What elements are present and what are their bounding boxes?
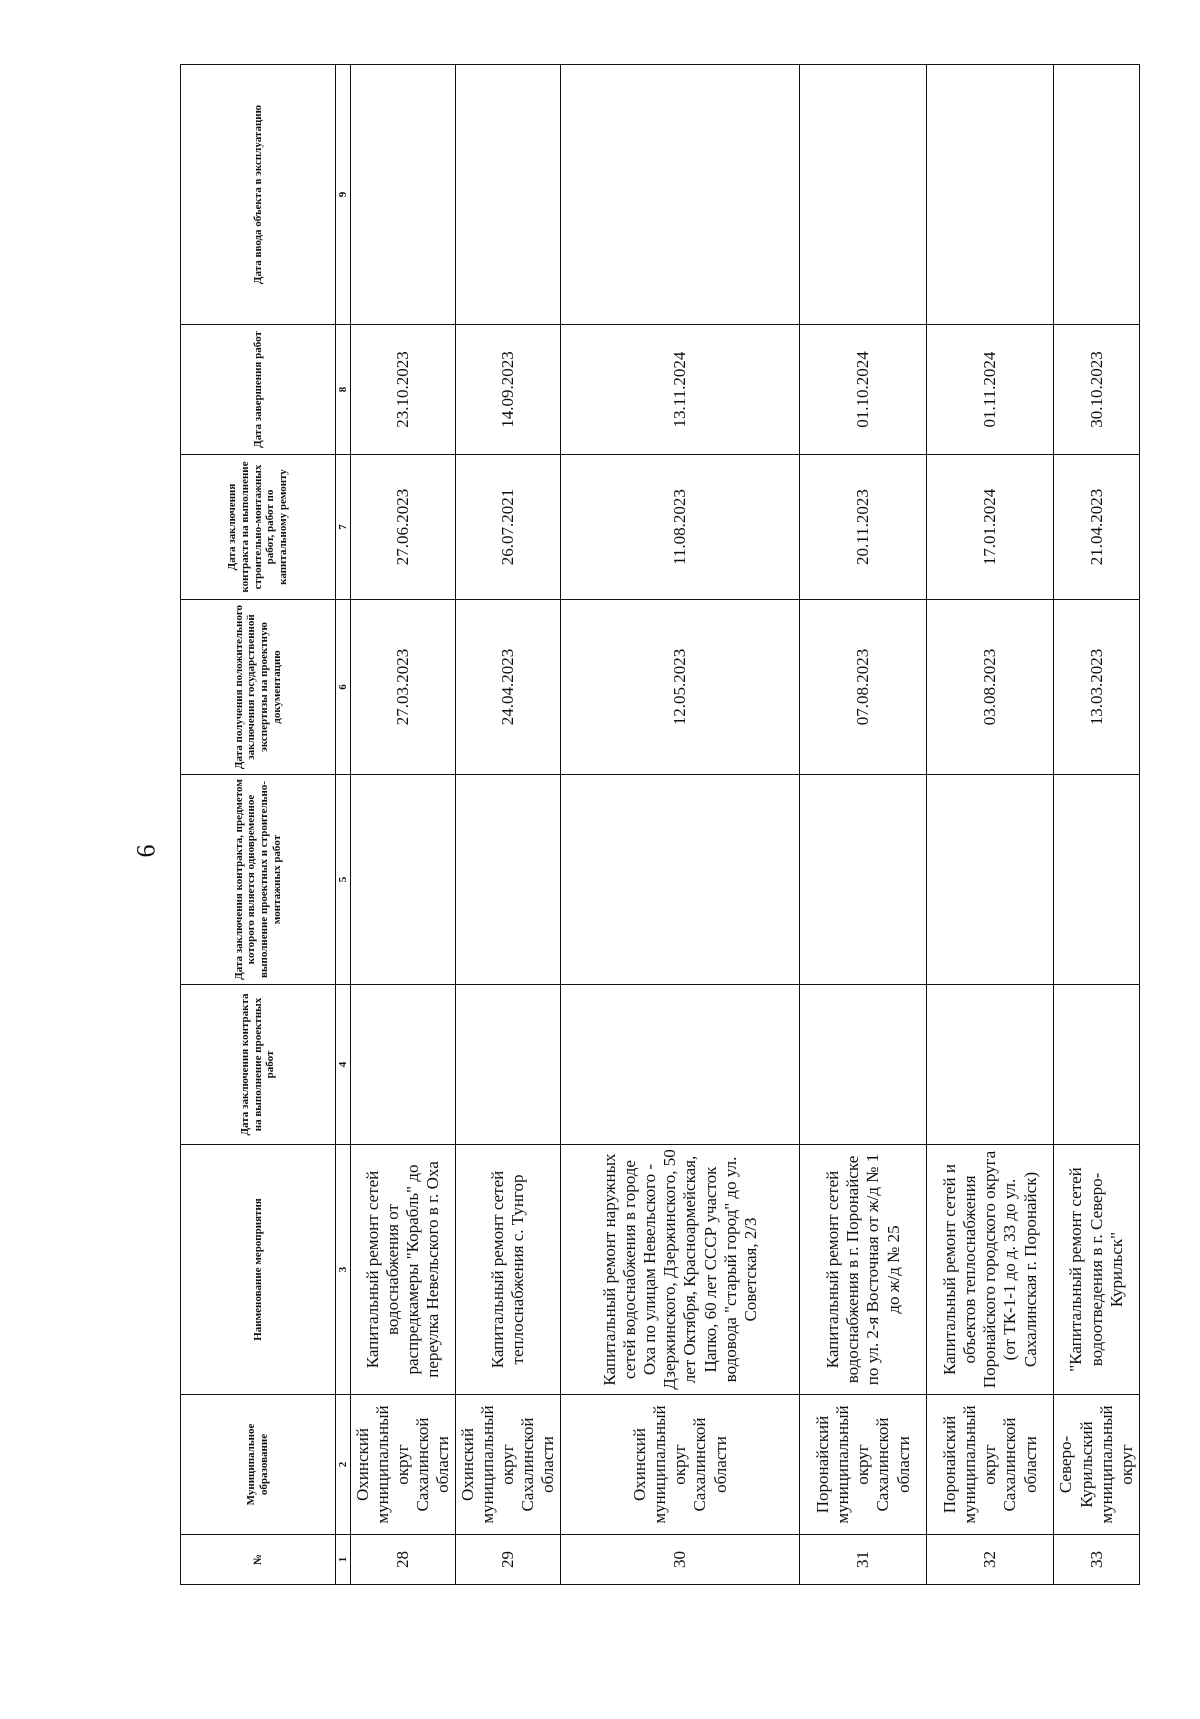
design-contract-cell [561,985,800,1145]
column-number: 6 [336,600,351,775]
design-contract-cell [800,985,927,1145]
joint-contract-cell [927,775,1054,985]
construction-contract-cell: 17.01.2024 [927,455,1054,600]
header-completion-date: Дата завершения работ [181,325,336,455]
header-joint-contract: Дата заключения контракта, предметом которого является одновременное выполнение проектных и строительно-монтажных работ [181,775,336,985]
municipality-cell: Поронайский муниципальный округ Сахалинской области [800,1395,927,1535]
construction-contract-cell: 26.07.2021 [456,455,561,600]
design-contract-cell [351,985,456,1145]
expertise-date-cell: 24.04.2023 [456,600,561,775]
completion-date-cell: 30.10.2023 [1054,325,1139,455]
projects-table [180,64,1140,1585]
row-number: 30 [561,1535,800,1585]
expertise-date-cell: 07.08.2023 [800,600,927,775]
municipality-cell: Поронайский муниципальный округ Сахалинской области [927,1395,1054,1535]
commissioning-date-cell [800,65,927,325]
commissioning-date-cell [1054,65,1139,325]
completion-date-cell: 13.11.2024 [561,325,800,455]
header-construction-contract: Дата заключения контракта на выполнение строительно-монтажных работ, работ по капитальному ремонту [181,455,336,600]
construction-contract-cell: 20.11.2023 [800,455,927,600]
table-row [456,65,561,1585]
completion-date-cell: 01.11.2024 [927,325,1054,455]
municipality-cell: Северо-Курильский муниципальный округ [1054,1395,1139,1535]
expertise-date-cell: 03.08.2023 [927,600,1054,775]
commissioning-date-cell [456,65,561,325]
measure-cell: Капитальный ремонт сетей водоснабжения от распредкамеры "Корабль" до переулка Невельского в г. Оха [351,1145,456,1395]
column-number: 1 [336,1535,351,1585]
joint-contract-cell [800,775,927,985]
construction-contract-cell: 11.08.2023 [561,455,800,600]
header-design-contract: Дата заключения контракта на выполнение проектных работ [181,985,336,1145]
commissioning-date-cell [927,65,1054,325]
header-no: № [181,1535,336,1585]
row-number: 31 [800,1535,927,1585]
column-number: 7 [336,455,351,600]
measure-cell: "Капитальный ремонт сетей водоотведения в г. Северо-Курильск" [1054,1145,1139,1395]
measure-cell: Капитальный ремонт сетей теплоснабжения с. Тунгор [456,1145,561,1395]
column-number: 2 [336,1395,351,1535]
completion-date-cell: 14.09.2023 [456,325,561,455]
design-contract-cell [1054,985,1139,1145]
table-row [800,65,927,1585]
completion-date-cell: 23.10.2023 [351,325,456,455]
measure-cell: Капитальный ремонт сетей и объектов теплоснабжения Поронайского городского округа (от ТК-1-1 до д. 33 до ул. Сахалинская г. Поронайск) [927,1145,1054,1395]
municipality-cell: Охинский муниципальный округ Сахалинской области [351,1395,456,1535]
measure-cell: Капитальный ремонт сетей водоснабжения в г. Поронайске по ул. 2-я Восточная от ж/д № 1 до ж/д № 25 [800,1145,927,1395]
column-number: 4 [336,985,351,1145]
joint-contract-cell [1054,775,1139,985]
measure-cell: Капитальный ремонт наружных сетей водоснабжения в городе Оха по улицам Невельского - Дзержинского, Дзержинского, 50 лет Октября, Красноармейская, Цапко, 60 лет СССР участок водовода "старый город" до ул. Советская, 2/3 [561,1145,800,1395]
joint-contract-cell [351,775,456,985]
row-number: 28 [351,1535,456,1585]
expertise-date-cell: 27.03.2023 [351,600,456,775]
table-row [1054,65,1139,1585]
commissioning-date-cell [351,65,456,325]
table-row [561,65,800,1585]
commissioning-date-cell [561,65,800,325]
document-table-wrapper [180,65,1195,1585]
header-row [181,65,336,1585]
joint-contract-cell [561,775,800,985]
header-expertise-date: Дата получения положительного заключения государственной экспертизы на проектную документацию [181,600,336,775]
column-number-row [336,65,351,1585]
column-number: 8 [336,325,351,455]
completion-date-cell: 01.10.2024 [800,325,927,455]
expertise-date-cell: 13.03.2023 [1054,600,1139,775]
page-number: 6 [131,844,161,858]
design-contract-cell [927,985,1054,1145]
column-number: 5 [336,775,351,985]
header-commissioning-date: Дата ввода объекта в эксплуатацию [181,65,336,325]
municipality-cell: Охинский муниципальный округ Сахалинской области [456,1395,561,1535]
joint-contract-cell [456,775,561,985]
row-number: 33 [1054,1535,1139,1585]
row-number: 32 [927,1535,1054,1585]
construction-contract-cell: 21.04.2023 [1054,455,1139,600]
municipality-cell: Охинский муниципальный округ Сахалинской области [561,1395,800,1535]
table-row [351,65,456,1585]
column-number: 9 [336,65,351,325]
header-municipality: Муниципальное образование [181,1395,336,1535]
construction-contract-cell: 27.06.2023 [351,455,456,600]
expertise-date-cell: 12.05.2023 [561,600,800,775]
header-measure: Наименование мероприятия [181,1145,336,1395]
table-row [927,65,1054,1585]
column-number: 3 [336,1145,351,1395]
design-contract-cell [456,985,561,1145]
row-number: 29 [456,1535,561,1585]
